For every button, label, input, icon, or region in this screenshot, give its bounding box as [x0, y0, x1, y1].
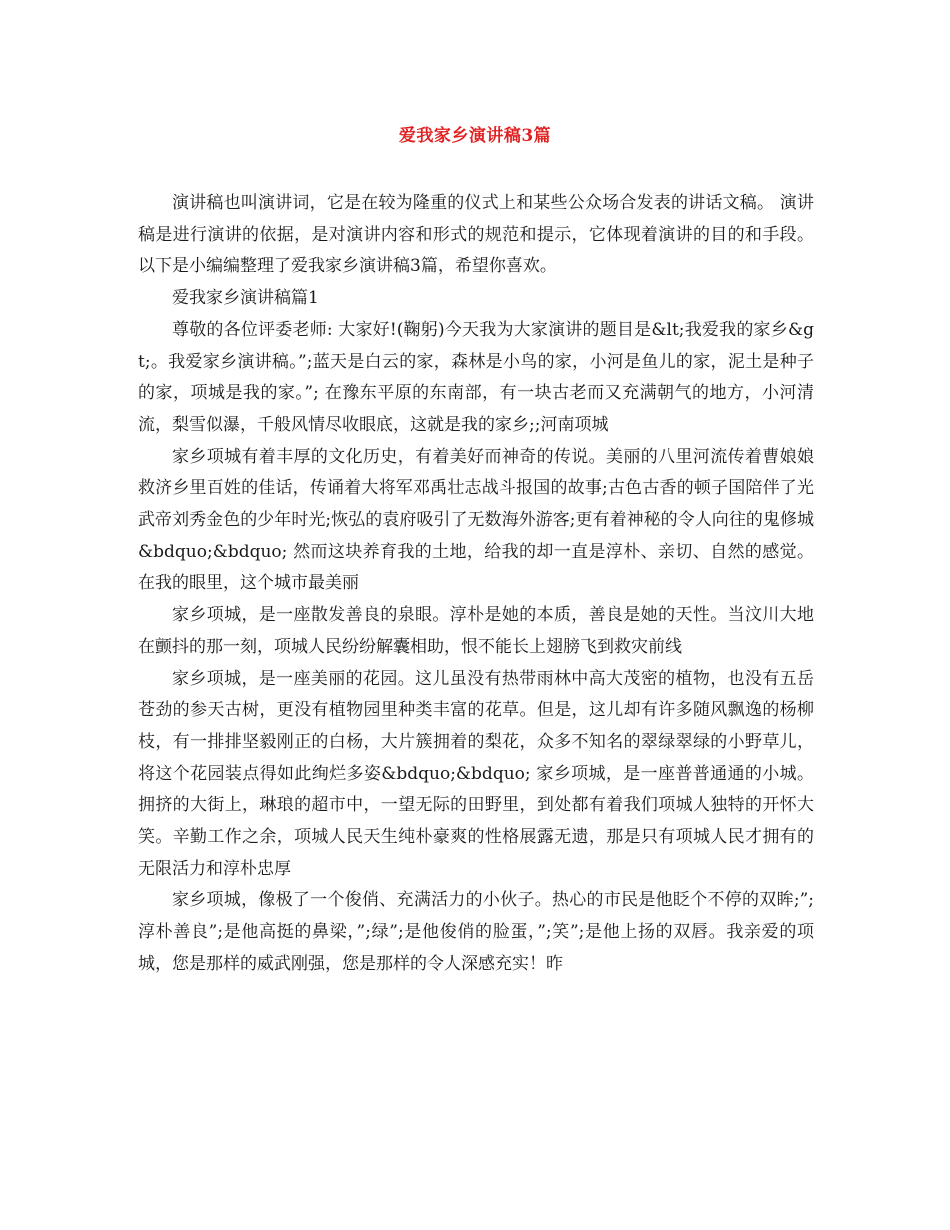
- section-heading: 爱我家乡演讲稿篇1: [172, 288, 319, 309]
- body-paragraph-2: 家乡项城有着丰厚的文化历史，有着美好而神奇的传说。美丽的八里河流传着曹娘娘救济乡里百姓的佳话，传诵着大将军邓禹壮志战斗报国的故事;古色古香的顿子国陪伴了光武帝刘秀金色的少年时光;恢弘的袁府吸引了无数海外游客;更有着神秘的令人向往的鬼修城&bdquo;&bdquo; 然而这块养育我的土地，给我的却一直是淳朴、亲切、自然的感觉。在我的眼里，这个城市最美丽: [138, 446, 814, 594]
- body-paragraph-3: 家乡项城，是一座散发善良的泉眼。淳朴是她的本质，善良是她的天性。当汶川大地在颤抖的那一刻，项城人民纷纷解囊相助，恨不能长上翅膀飞到救灾前线: [138, 605, 814, 657]
- document-title: 爱我家乡演讲稿3篇: [398, 126, 552, 146]
- body-paragraph-5: 家乡项城，像极了一个俊俏、充满活力的小伙子。热心的市民是他眨个不停的双眸;”;淳朴善良”;是他高挺的鼻梁，”;绿”;是他俊俏的脸蛋，”;笑”;是他上扬的双唇。我亲爱的项城，您是那样的威武刚强，您是那样的令人深感充实！昨: [138, 890, 814, 974]
- body-paragraph-4: 家乡项城，是一座美丽的花园。这儿虽没有热带雨林中高大茂密的植物，也没有五岳苍劲的参天古树，更没有植物园里种类丰富的花草。但是，这儿却有许多随风飘逸的杨柳枝，有一排排坚毅刚正的白杨，大片簇拥着的梨花，众多不知名的翠绿翠绿的小野草儿，将这个花园装点得如此绚烂多姿&bdquo;&bdquo; 家乡项城，是一座普普通通的小城。拥挤的大街上，琳琅的超市中，一望无际的田野里，到处都有着我们项城人独特的开怀大笑。辛勤工作之余，项城人民天生纯朴豪爽的性格展露无遗，那是只有项城人民才拥有的无限活力和淳朴忠厚: [138, 668, 814, 879]
- body-paragraph-1: 尊敬的各位评委老师: 大家好!(鞠躬)今天我为大家演讲的题目是&lt;我爱我的家乡&gt;。我爱家乡演讲稿。”;蓝天是白云的家，森林是小鸟的家，小河是鱼儿的家，泥土是种子的家，项城是我的家。”; 在豫东平原的东南部，有一块古老而又充满朝气的地方，小河清流，梨雪似瀑，千般风情尽收眼底，这就是我的家乡;;河南项城: [138, 319, 814, 435]
- document-body: [138, 188, 814, 981]
- intro-paragraph: 演讲稿也叫演讲词，它是在较为隆重的仪式上和某些公众场合发表的讲话文稿。 演讲稿是进行演讲的依据，是对演讲内容和形式的规范和提示，它体现着演讲的目的和手段。以下是小编编整理了爱我家乡演讲稿3篇，希望你喜欢。: [138, 193, 814, 277]
